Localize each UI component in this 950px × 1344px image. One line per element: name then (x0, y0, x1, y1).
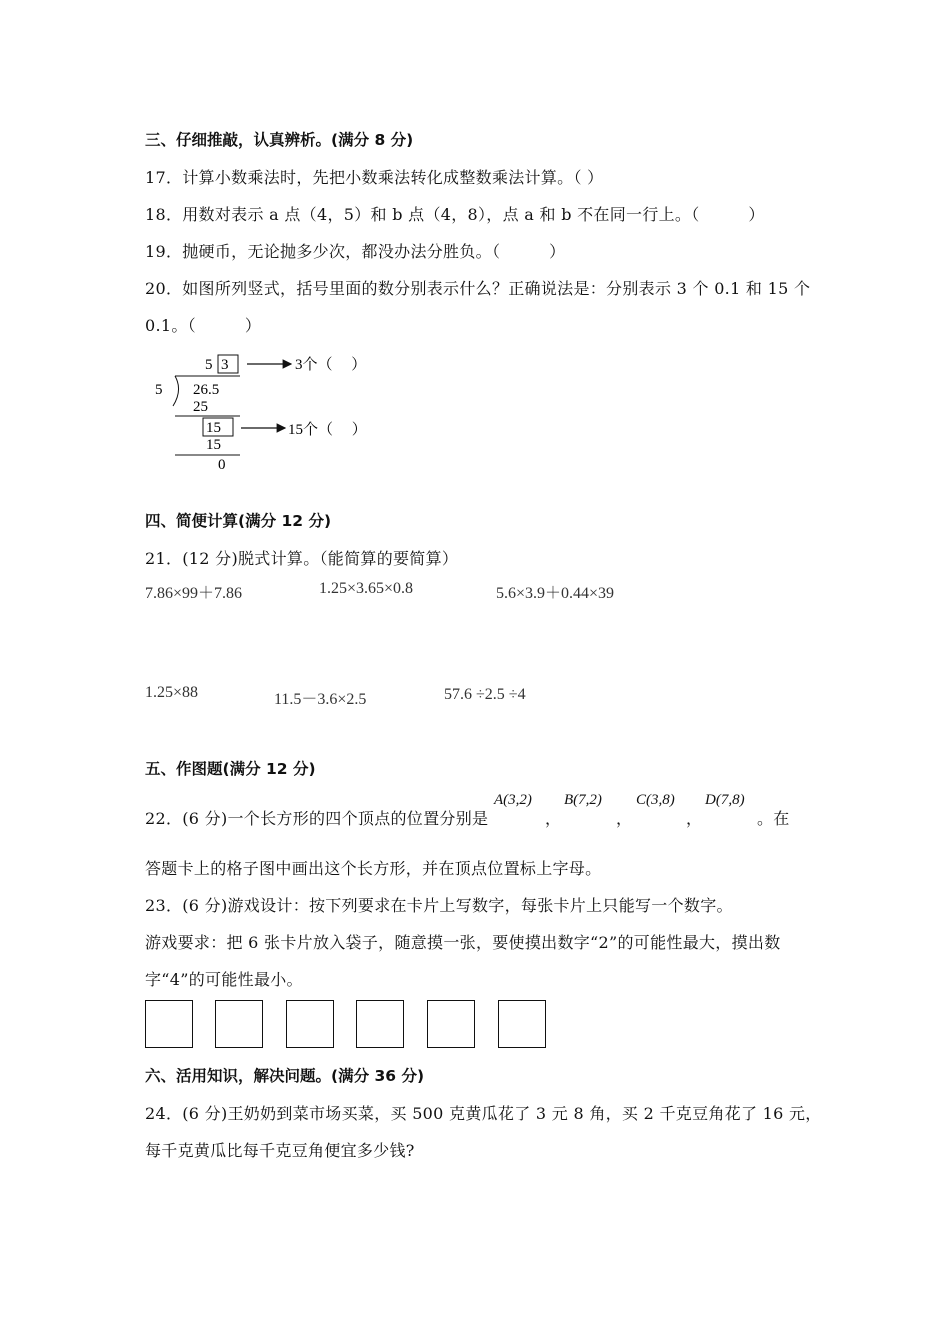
card-box-2[interactable] (215, 1000, 263, 1048)
section-6-heading: 六、活用知识，解决问题。(满分 36 分) (145, 1067, 425, 1085)
question-20-line2: 0.1。（ ） (145, 316, 262, 335)
question-21-stem: 21．(12 分)脱式计算。（能简算的要简算） (145, 549, 459, 568)
final-zero: 0 (218, 457, 226, 473)
subtract-1: 25 (193, 399, 208, 415)
card-box-5[interactable] (427, 1000, 475, 1048)
card-box-6[interactable] (498, 1000, 546, 1048)
sep-3: ， (686, 809, 703, 828)
section-4-heading: 四、简便计算(满分 12 分) (145, 512, 332, 530)
expr-3: 5.6×3.9＋0.44×39 (496, 585, 615, 602)
division-bracket (173, 376, 179, 406)
arrow-label-2: 15个（ ） (288, 422, 367, 438)
sep-1: ， (545, 809, 562, 828)
point-c: C(3,8) (636, 792, 675, 808)
expr-4: 1.25×88 (145, 684, 199, 701)
question-23-stem: 23．(6 分)游戏设计：按下列要求在卡片上写数字，每张卡片上只能写一个数字。 (145, 896, 733, 915)
expr-6: 57.6 ÷2.5 ÷4 (444, 686, 526, 703)
remainder-box-digits: 15 (206, 420, 221, 436)
expr-2: 1.25×3.65×0.8 (319, 580, 414, 597)
dividend: 26.5 (193, 382, 220, 398)
card-box-4[interactable] (356, 1000, 404, 1048)
expr-5: 11.5－3.6×2.5 (274, 691, 367, 708)
question-20-line1: 20．如图所列竖式，括号里面的数分别表示什么？正确说法是：分别表示 3 个 0.1 和 15 个 (145, 279, 811, 298)
point-a: A(3,2) (494, 792, 532, 808)
question-24-line1: 24．(6 分)王奶奶到菜市场买菜，买 500 克黄瓜花了 3 元 8 角，买 2 千克豆角花了 16 元， (145, 1104, 822, 1123)
question-22-line2: 答题卡上的格子图中画出这个长方形，并在顶点位置标上字母。 (145, 859, 602, 878)
question-24-line2: 每千克黄瓜比每千克豆角便宜多少钱? (145, 1141, 415, 1160)
subtract-2: 15 (206, 437, 221, 453)
expr-1: 7.86×99＋7.86 (145, 585, 243, 602)
question-23-req1: 游戏要求：把 6 张卡片放入袋子，随意摸一张，要使摸出数字“2”的可能性最大，摸出数 (145, 933, 781, 952)
question-23-req2: 字“4”的可能性最小。 (145, 970, 303, 989)
point-d: D(7,8) (705, 792, 745, 808)
question-17: 17．计算小数乘法时，先把小数乘法转化成整数乘法计算。（ ） (145, 168, 604, 187)
arrow-label-1: 3个（ ） (295, 357, 367, 373)
divisor: 5 (155, 382, 163, 398)
question-18: 18．用数对表示 a 点（4，5）和 b 点（4，8），点 a 和 b 不在同一行上。（ ） (145, 205, 765, 224)
long-division-figure (145, 348, 405, 478)
stem-end: 。在 (757, 809, 790, 828)
section-5-heading: 五、作图题(满分 12 分) (145, 760, 316, 778)
card-box-1[interactable] (145, 1000, 193, 1048)
quotient-box-digit: 3 (221, 357, 229, 373)
card-box-3[interactable] (286, 1000, 334, 1048)
section-3-heading: 三、仔细推敲，认真辨析。(满分 8 分) (145, 131, 414, 149)
question-19: 19．抛硬币，无论抛多少次，都没办法分胜负。（ ） (145, 242, 566, 261)
point-b: B(7,2) (564, 792, 602, 808)
quotient-integer: 5 (205, 357, 213, 373)
question-22-stem: 22．(6 分)一个长方形的四个顶点的位置分别是 (145, 809, 489, 828)
sep-2: ， (616, 809, 633, 828)
